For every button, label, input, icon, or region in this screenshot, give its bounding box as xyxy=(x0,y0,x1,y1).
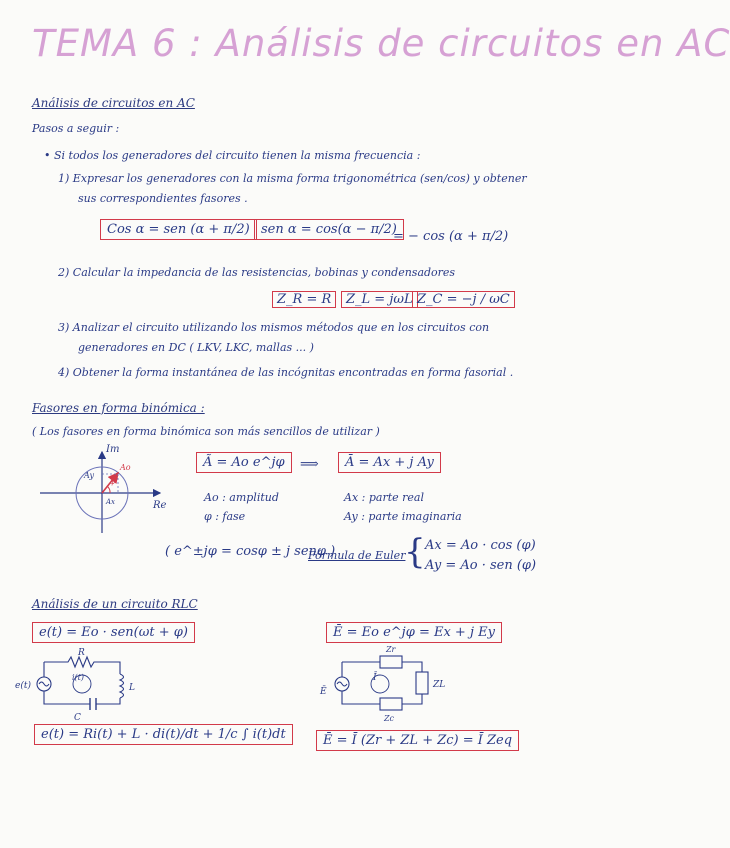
rlc-phasor-circuit xyxy=(314,642,474,722)
phasor-binomial-box: Ā = Ax + j Ay xyxy=(338,452,441,473)
r-label: R xyxy=(78,648,85,658)
ao-label: Ao xyxy=(120,463,131,472)
impedance-inductor-box: Z_L = jωL xyxy=(341,291,418,308)
system-brace: { xyxy=(404,532,426,572)
page-title: TEMA 6 : Análisis de circuitos en AC xyxy=(32,22,730,65)
phi-label: φ xyxy=(110,478,115,486)
zc-label: Zc xyxy=(384,714,395,723)
phasor-polar-box: Ã = Ao e^jφ xyxy=(196,452,292,473)
identity-sen-tail: = − cos (α + π/2) xyxy=(393,229,509,244)
section-heading-analysis: Análisis de circuitos en AC xyxy=(32,96,195,110)
step-3-line-1: 3) Analizar el circuito utilizando los mismos métodos que en los circuitos con xyxy=(58,321,490,334)
impedance-resistor-box: Z_R = R xyxy=(272,291,336,308)
i-phasor-label: Ī xyxy=(373,673,377,683)
source-phasor-box: Ē = Eo e^jφ = Ex + j Ey xyxy=(326,622,502,643)
ay-equation: Ay = Ao · sen (φ) xyxy=(425,558,537,573)
kvl-time-box: e(t) = Ri(t) + L · di(t)/dt + 1/c ∫ i(t)dt xyxy=(34,724,293,745)
steps-label: Pasos a seguir : xyxy=(32,122,120,135)
bullet-same-frequency: • Si todos los generadores del circuito tienen la misma frecuencia : xyxy=(44,149,421,162)
zl-label: ZL xyxy=(433,680,446,690)
euler-formula: ( e^±jφ = cosφ ± j senφ ) xyxy=(165,544,336,559)
rlc-time-circuit xyxy=(12,642,152,723)
step-1-line-1: 1) Expresar los generadores con la misma forma trigonométrica (sen/cos) y obtener xyxy=(58,172,527,185)
zr-label: Zr xyxy=(386,645,396,654)
real-part-def: Ax : parte real xyxy=(344,491,424,504)
bullet-text: Si todos los generadores del circuito tienen la misma frecuencia : xyxy=(54,149,421,162)
implies-arrow: ⟹ xyxy=(300,457,319,472)
identity-cos-box: Cos α = sen (α + π/2) xyxy=(100,219,257,240)
axis-im-label: Im xyxy=(106,444,120,455)
section-heading-rlc: Análisis de un circuito RLC xyxy=(32,597,198,611)
amplitude-def: Ao : amplitud xyxy=(204,491,279,504)
e-phasor-label: Ē xyxy=(320,687,327,697)
l-label: L xyxy=(129,683,135,693)
step-2: 2) Calcular la impedancia de las resistencias, bobinas y condensadores xyxy=(58,266,456,279)
it-label: i(t) xyxy=(72,673,85,682)
step-3-line-2: generadores en DC ( LKV, LKC, mallas ... ) xyxy=(78,341,314,354)
source-time-box: e(t) = Eo · sen(ωt + φ) xyxy=(32,622,195,643)
phasor-note: ( Los fasores en forma binómica son más sencillos de utilizar ) xyxy=(32,425,380,438)
et-label: e(t) xyxy=(15,681,31,691)
ax-equation: Ax = Ao · cos (φ) xyxy=(425,538,536,553)
kvl-phasor-box: Ē = Ī (Zr + ZL + Zc) = Ī Zeq xyxy=(316,730,519,751)
section-heading-phasors: Fasores en forma binómica : xyxy=(32,401,205,415)
imaginary-part-def: Ay : parte imaginaria xyxy=(344,510,462,523)
euler-formula-label: Fórmula de Euler xyxy=(308,549,406,562)
step-1-line-2: sus correspondientes fasores . xyxy=(78,192,248,205)
c-label: C xyxy=(74,713,81,723)
identity-sen-box: sen α = cos(α − π/2) xyxy=(254,219,404,240)
axis-re-label: Re xyxy=(153,500,167,511)
ay-label: Ay xyxy=(84,471,94,480)
phase-def: φ : fase xyxy=(204,510,246,523)
step-4: 4) Obtener la forma instantánea de las incógnitas encontradas en forma fasorial . xyxy=(58,366,514,379)
ax-label: Ax xyxy=(106,498,116,506)
impedance-capacitor-box: Z_C = −j / ωC xyxy=(412,291,515,308)
phasor-diagram xyxy=(40,444,170,538)
